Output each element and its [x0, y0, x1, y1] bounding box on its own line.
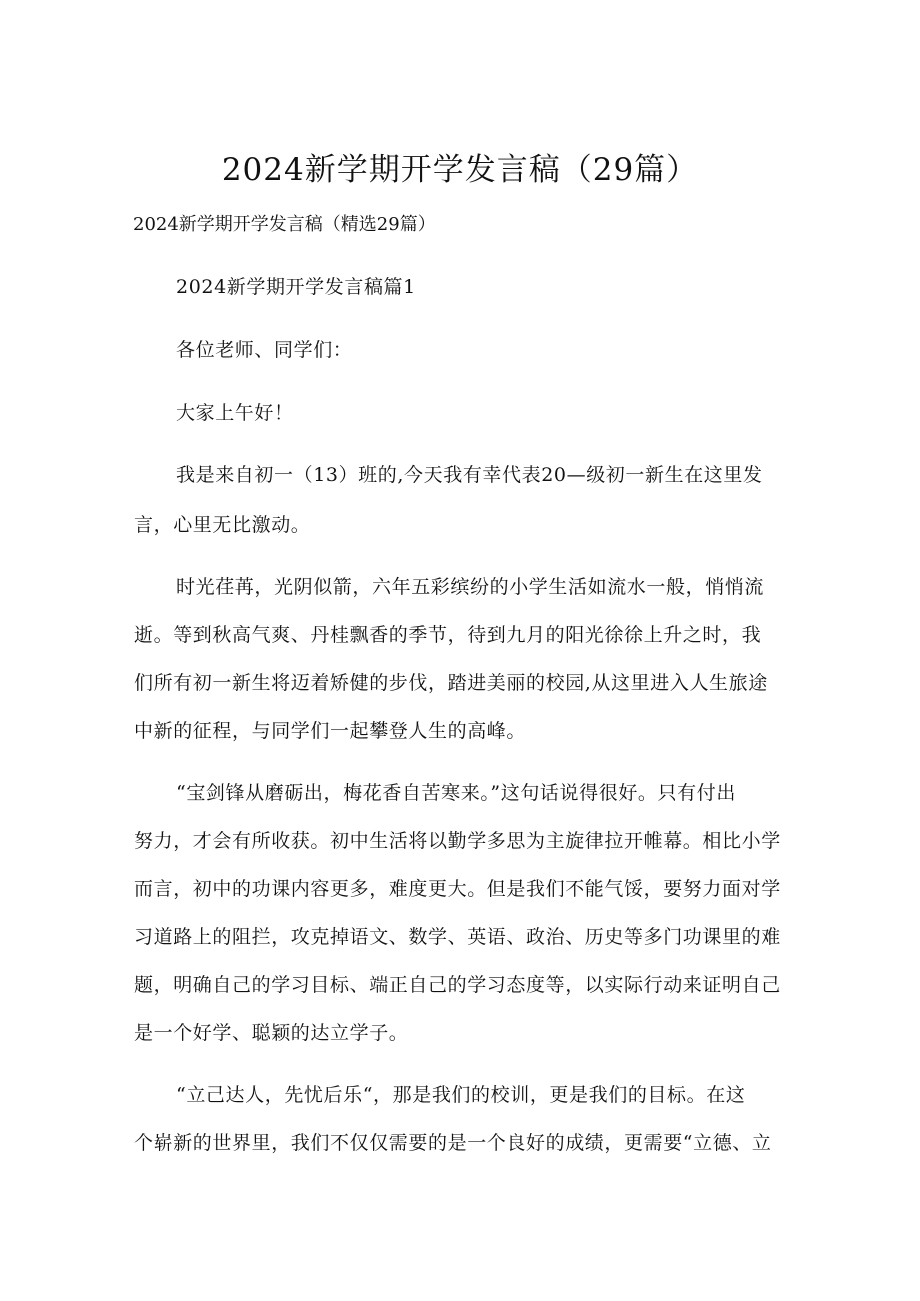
document-title: 2024新学期开学发言稿（29篇） [221, 152, 699, 188]
paragraph-2-line-1: 时光荏苒，光阴似箭，六年五彩缤纷的小学生活如流水一般，悄悄流 [176, 576, 765, 598]
salutation: 大家上午好！ [176, 402, 294, 424]
paragraph-1-line-2: 言，心里无比激动。 [134, 514, 311, 536]
paragraph-4-line-1: “立己达人，先忧后乐“，那是我们的校训，更是我们的目标。在这 [176, 1084, 746, 1106]
section-heading: 2024新学期开学发言稿篇1 [176, 276, 416, 298]
paragraph-2-line-4: 中新的征程，与同学们一起攀登人生的高峰。 [134, 720, 527, 742]
paragraph-3-line-6: 是一个好学、聪颖的达立学子。 [134, 1022, 409, 1044]
paragraph-3-line-3: 而言，初中的功课内容更多，难度更大。但是我们不能气馁，要努力面对学 [134, 878, 781, 900]
paragraph-4-line-2: 个崭新的世界里，我们不仅仅需要的是一个良好的成绩，更需要“立德、立 [134, 1132, 772, 1154]
paragraph-1-line-1: 我是来自初一（13）班的,今天我有幸代表20—级初一新生在这里发 [176, 464, 763, 486]
paragraph-3-line-4: 习道路上的阻拦，攻克掉语文、数学、英语、政治、历史等多门功课里的难 [134, 926, 781, 948]
paragraph-3-line-2: 努力，才会有所收获。初中生活将以勤学多思为主旋律拉开帷幕。相比小学 [134, 830, 781, 852]
paragraph-3-line-1: “宝剑锋从磨砺出，梅花香自苦寒来。”这句话说得很好。只有付出 [176, 782, 736, 804]
document-subtitle: 2024新学期开学发言稿（精选29篇） [133, 214, 436, 235]
paragraph-2-line-2: 逝。等到秋高气爽、丹桂飘香的季节，待到九月的阳光徐徐上升之时，我 [134, 624, 762, 646]
paragraph-2-line-3: 们所有初一新生将迈着矫健的步伐，踏进美丽的校园,从这里进入人生旅途 [134, 672, 768, 694]
greeting: 各位老师、同学们： [176, 339, 353, 361]
paragraph-3-line-5: 题，明确自己的学习目标、端正自己的学习态度等，以实际行动来证明自己 [134, 974, 781, 996]
